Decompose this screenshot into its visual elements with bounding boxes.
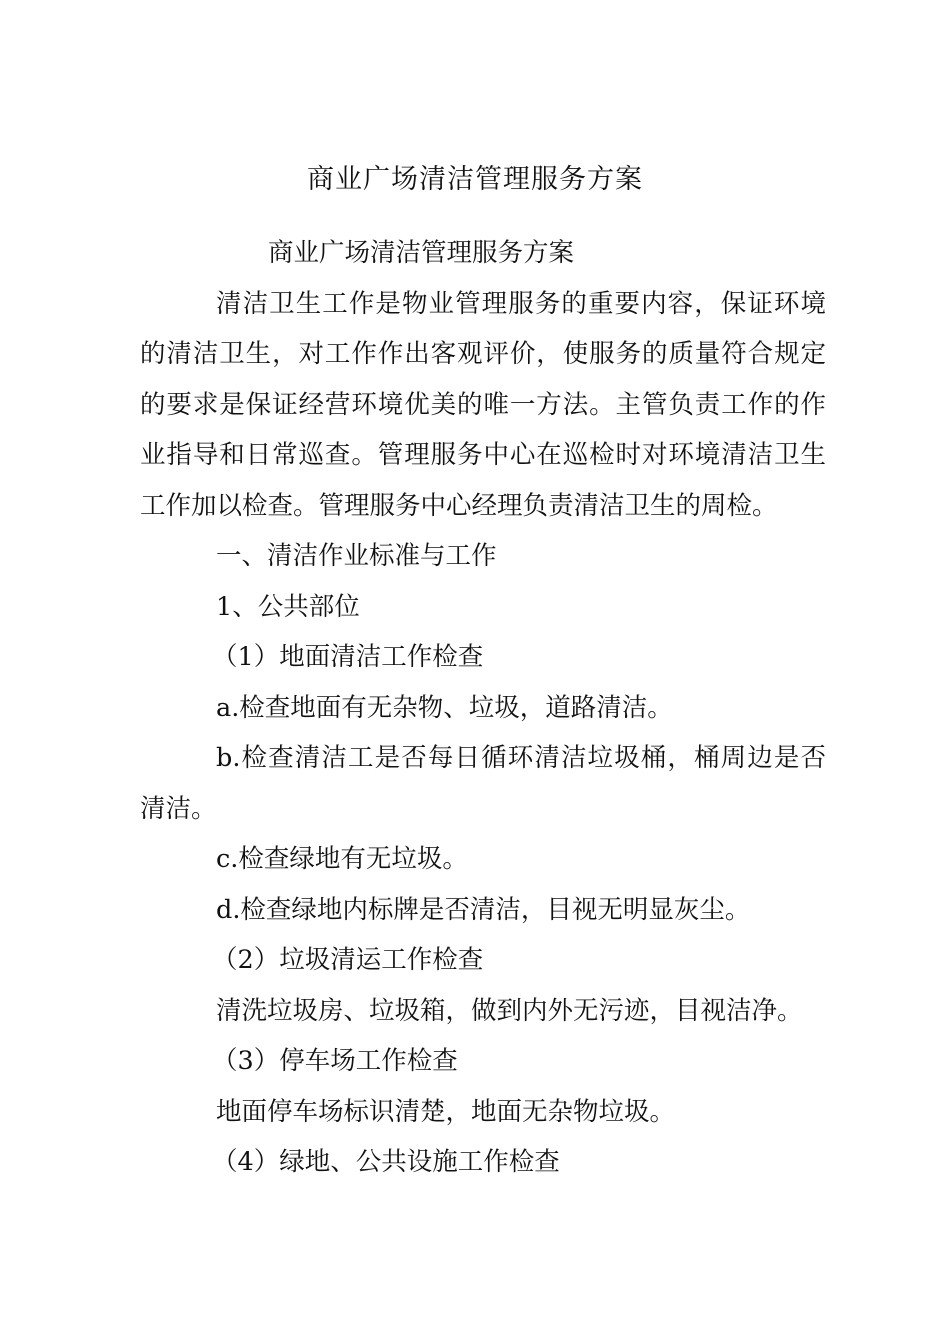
document-body [140,228,826,1188]
item-heading-4: （4）绿地、公共设施工作检查 [212,1147,560,1177]
parking-paragraph: 地面停车场标识清楚，地面无杂物垃圾。 [216,1096,676,1127]
garbage-paragraph: 清洗垃圾房、垃圾箱，做到内外无污迹，目视洁净。 [216,995,803,1026]
check-item-a: a.检查地面有无杂物、垃圾，道路清洁。 [216,692,673,723]
check-item-b: b.检查清洁工是否每日循环清洁垃圾桶，桶周边是否清洁。 [140,743,826,824]
item-heading-3: （3）停车场工作检查 [212,1046,458,1076]
intro-paragraph: 清洁卫生工作是物业管理服务的重要内容，保证环境的清洁卫生，对工作作出客观评价，使服务的质量符合规定的要求是保证经营环境优美的唯一方法。主管负责工作的作业指导和日常巡查。管理服务中心在巡检时对环境清洁卫生工作加以检查。管理服务中心经理负责清洁卫生的周检。 [140,288,826,521]
section-heading-1: 一、清洁作业标准与工作 [216,541,497,571]
item-heading-2: （2）垃圾清运工作检查 [212,945,484,975]
subtitle-paragraph: 商业广场清洁管理服务方案 [268,238,575,268]
check-item-d: d.检查绿地内标牌是否清洁，目视无明显灰尘。 [216,894,751,925]
subsection-heading-1: 1、公共部位 [216,591,360,622]
check-item-c: c.检查绿地有无垃圾。 [216,844,468,874]
item-heading-1: （1）地面清洁工作检查 [212,642,484,672]
document-title: 商业广场清洁管理服务方案 [307,164,643,195]
